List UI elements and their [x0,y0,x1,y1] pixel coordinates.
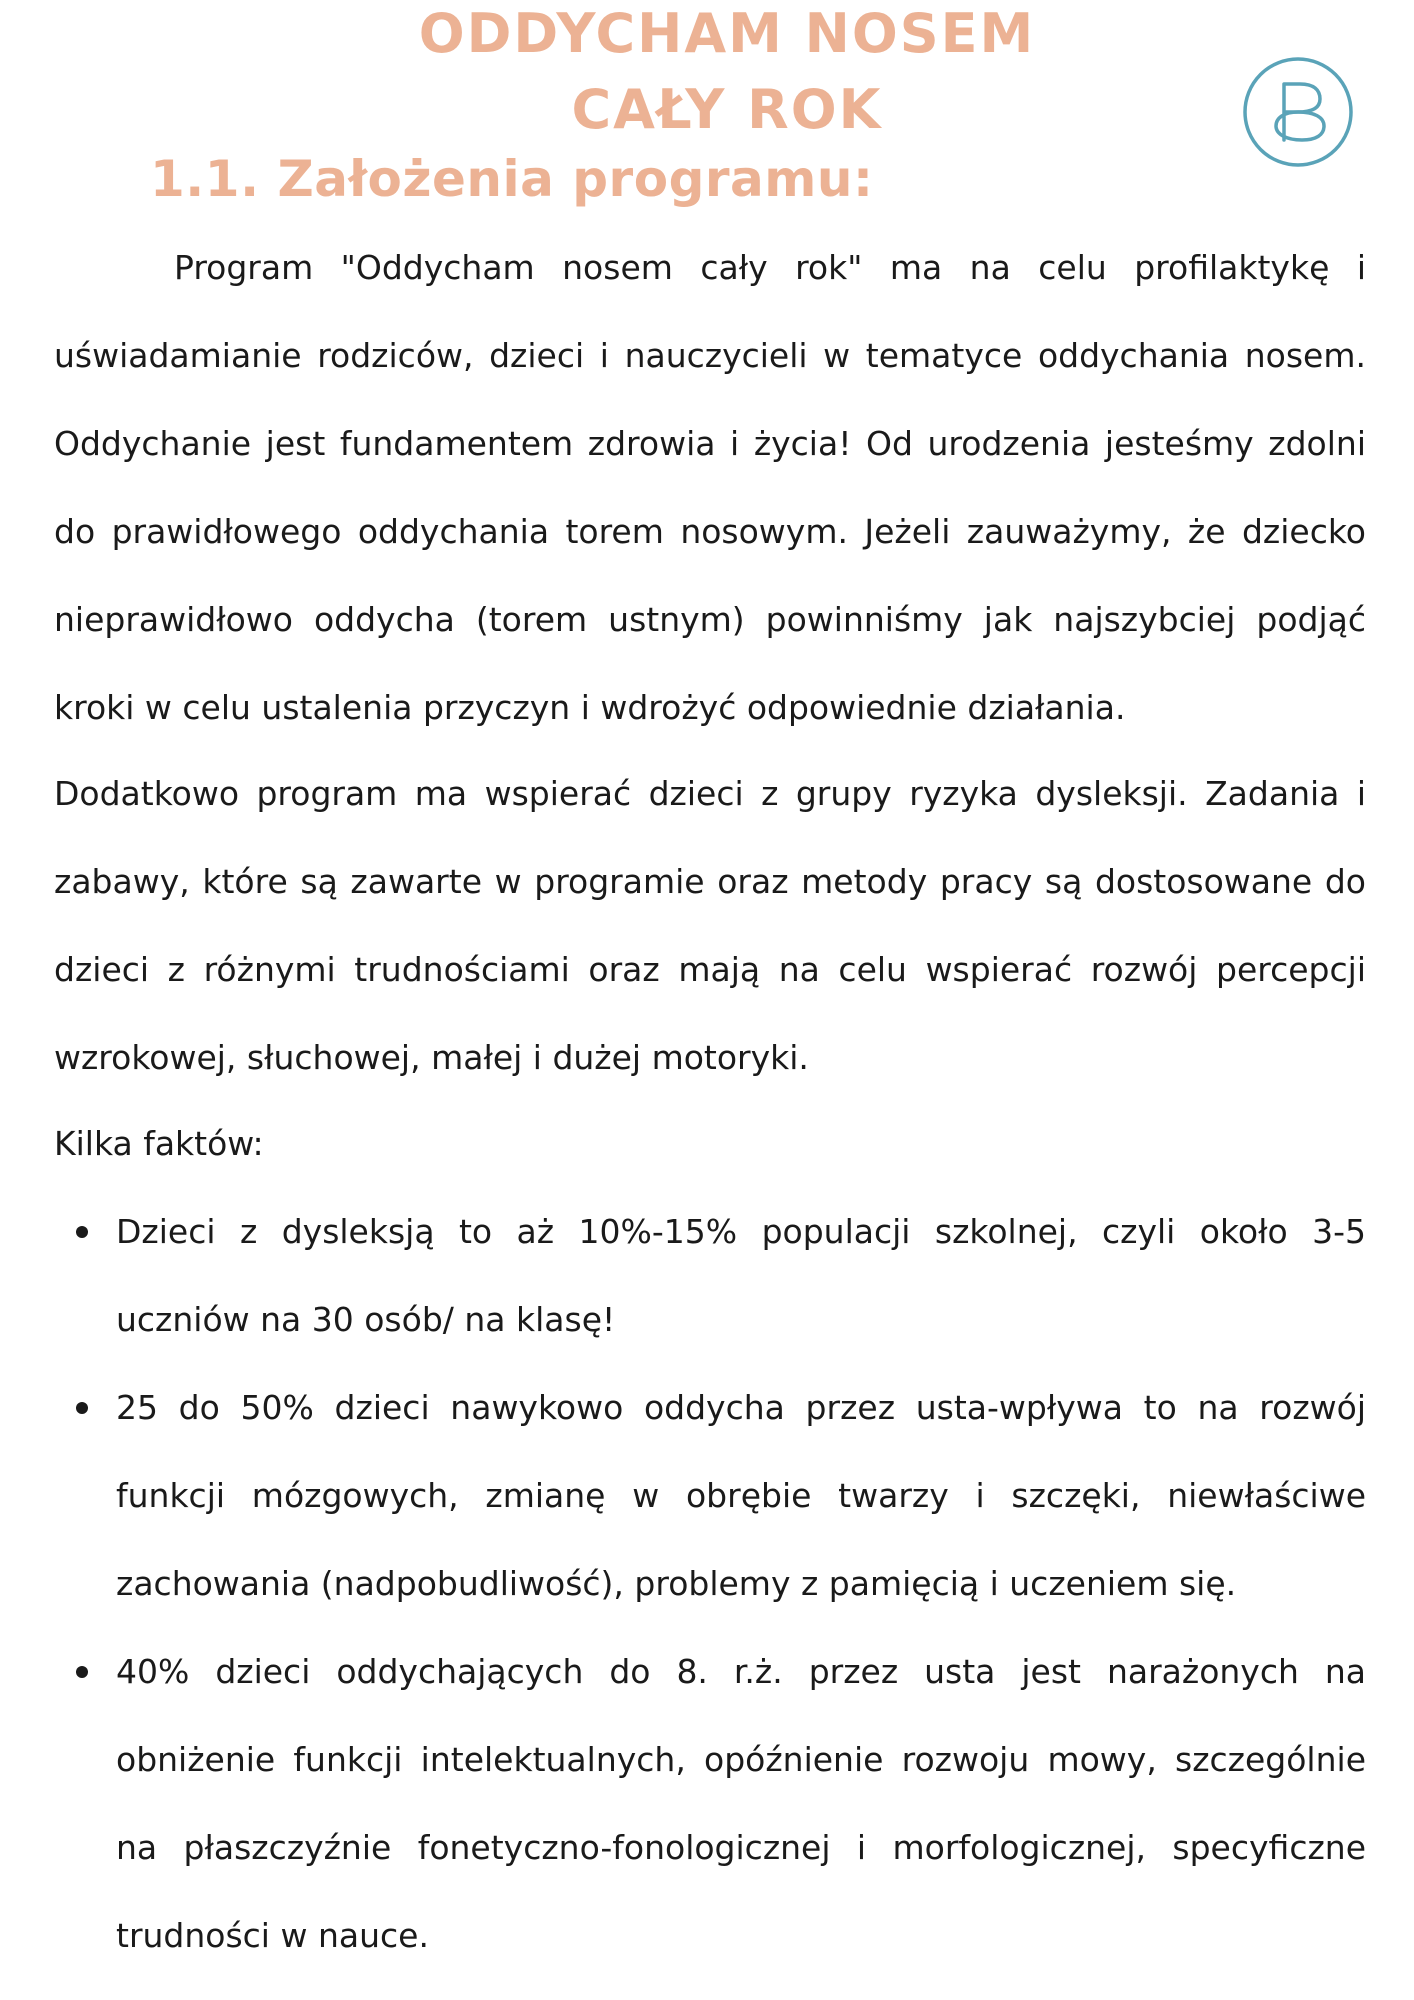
fact-text: Dzieci z dysleksją to aż 10%-15% populacji szkolnej, czyli około 3-5 uczniów na 30 osób/ na klasę! [116,1212,1366,1339]
paragraph-program-goals: Program "Oddycham nosem cały rok" ma na celu profilaktykę i uświadamianie rodziców, dzieci i nauczycieli w tematyce oddychania nosem. Oddychanie jest fundamentem zdrowia i życia! Od urodzenia jesteśmy zdolni do prawidłowego oddychania torem nosowym. Jeżeli zauważymy, że dziecko nieprawidłowo oddycha (torem ustnym) powinniśmy jak najszybciej podjąć kroki w celu ustalenia przyczyn i wdrożyć odpowiednie działania. [54,248,1366,727]
list-item [54,1628,1366,1980]
document-title-line-1: ODDYCHAM NOSEM [418,2,1036,65]
bullet-icon [76,1402,88,1414]
letter-b-circle-icon [1240,54,1356,170]
section-heading: 1.1. Założenia programu: [150,150,874,208]
fact-text: 40% dzieci oddychających do 8. r.ż. przez usta jest narażonych na obniżenie funkcji intelektualnych, opóźnienie rozwoju mowy, szczególnie na płaszczyźnie fonetyczno-fonologicznej i morfologicznej, specyficzne trudności w nauce. [116,1652,1366,1955]
bullet-icon [76,1666,88,1678]
document-title-line-2: CAŁY ROK [571,78,883,141]
facts-list [54,1188,1366,1980]
list-item [54,1364,1366,1628]
paragraph-dyslexia-support: Dodatkowo program ma wspierać dzieci z grupy ryzyka dysleksji. Zadania i zabawy, które są zawarte w programie oraz metody pracy są dostosowane do dzieci z różnymi trudnościami oraz mają na celu wspierać rozwój percepcji wzrokowej, słuchowej, małej i dużej motoryki. [54,774,1366,1077]
facts-label: Kilka faktów: [54,1124,264,1163]
logo [1240,54,1356,170]
bullet-icon [76,1226,88,1238]
fact-text: 25 do 50% dzieci nawykowo oddycha przez usta-wpływa to na rozwój funkcji mózgowych, zmianę w obrębie twarzy i szczęki, niewłaściwe zachowania (nadpobudliwość), problemy z pamięcią i uczeniem się. [116,1388,1366,1603]
list-item [54,1188,1366,1364]
